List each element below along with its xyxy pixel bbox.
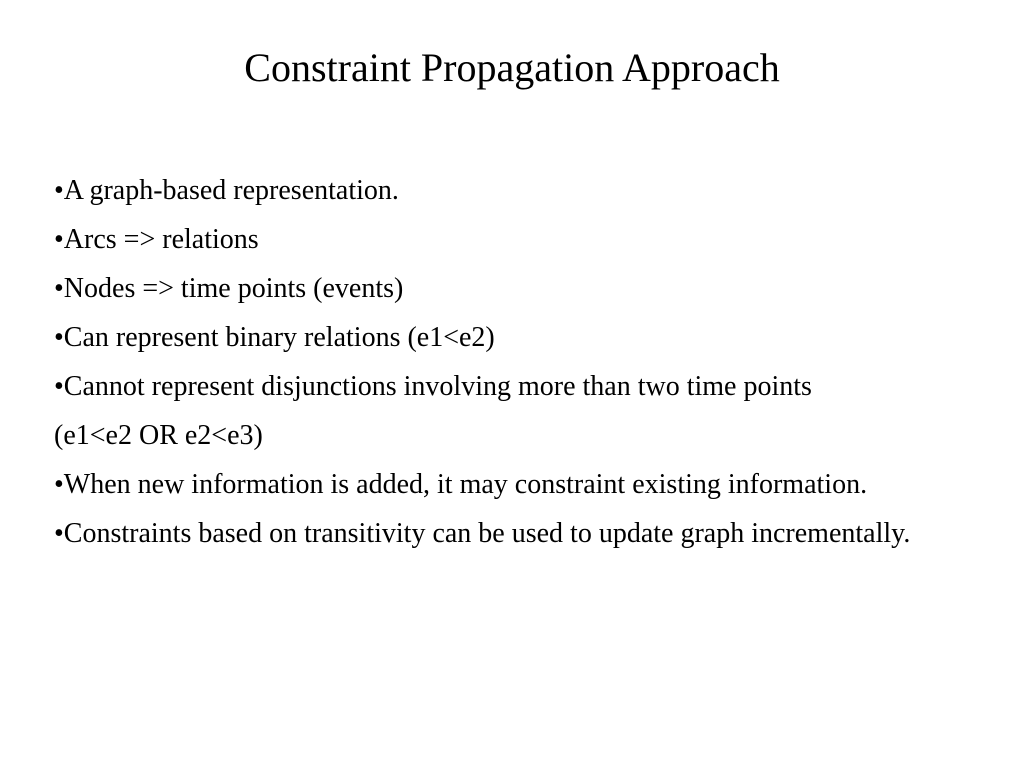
bullet-item: (e1<e2 OR e2<e3) (54, 420, 263, 451)
bullet-item: •When new information is added, it may constraint existing information. (54, 469, 868, 500)
slide-title: Constraint Propagation Approach (244, 45, 780, 90)
bullet-item: •Nodes => time points (events) (54, 273, 404, 304)
bullet-item: •Cannot represent disjunctions involving more than two time points (54, 371, 812, 402)
bullet-item: •A graph-based representation. (54, 175, 399, 206)
bullet-list (54, 171, 954, 563)
bullet-item: •Constraints based on transitivity can be used to update graph incrementally. (54, 518, 911, 549)
bullet-item: •Arcs => relations (54, 224, 259, 255)
bullet-item: •Can represent binary relations (e1<e2) (54, 322, 495, 353)
